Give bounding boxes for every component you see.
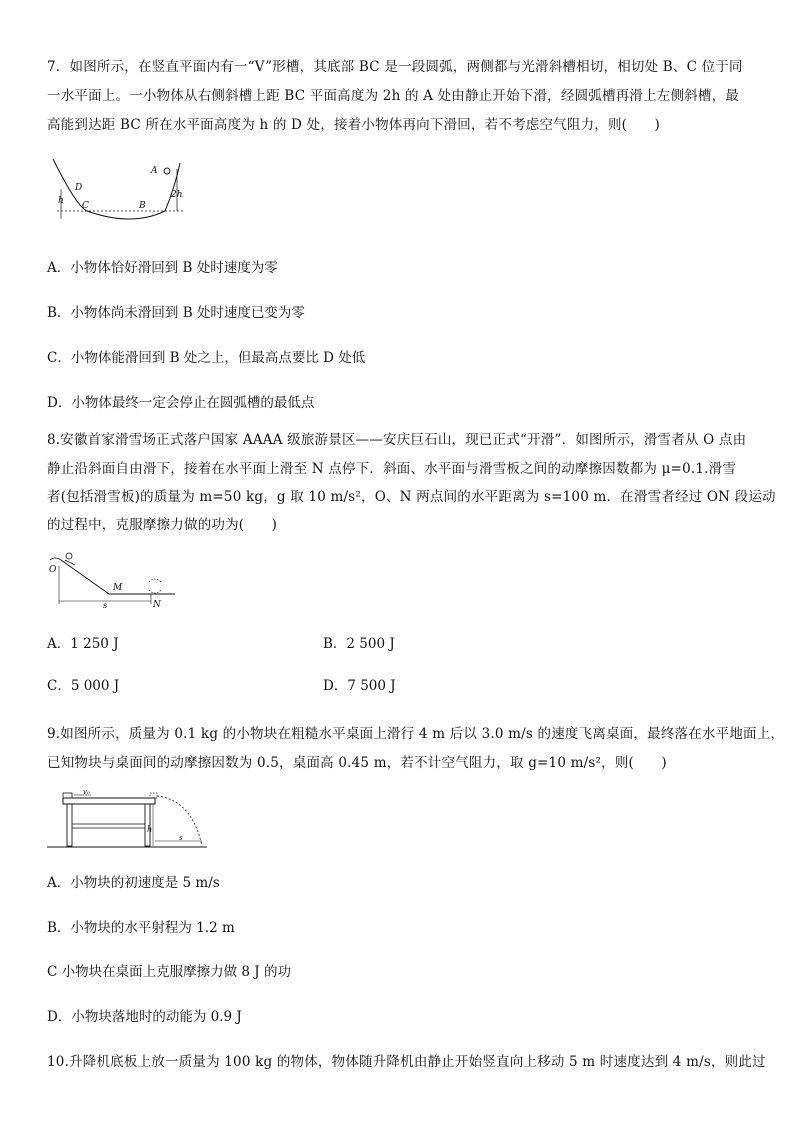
q9-line-2: 已知物块与桌面间的动摩擦因数为 0.5，桌面高 0.45 m，若不计空气阻力，取 g=10 m/s²，则( ) — [47, 755, 667, 771]
q9-table-top — [63, 798, 155, 804]
q9-table-leg-left — [67, 804, 72, 846]
q7-line-2: 一水平面上。一小物体从右侧斜槽上距 BC 平面高度为 2h 的 A 处由静止开始下滑，经圆弧槽再滑上左侧斜槽，最 — [47, 88, 739, 104]
q8-line-2: 静止沿斜面自由滑下，接着在水平面上滑至 N 点停下．斜面、水平面与滑雪板之间的动摩擦因数都为 μ=0.1.滑雪 — [47, 461, 737, 477]
q8-label-m: M — [113, 583, 123, 593]
q9-label-h: h — [147, 825, 153, 834]
q8-line-4: 的过程中，克服摩擦力做的功为( ) — [47, 517, 278, 533]
q7-v-groove-figure — [47, 157, 197, 227]
q8-ski-slope-figure — [47, 552, 182, 610]
q7-label-a: A — [151, 166, 158, 176]
q8-label-n: N — [153, 600, 161, 610]
q7-small-object — [164, 168, 170, 174]
q9-label-v0: v₀ — [83, 790, 90, 796]
q7-groove-curve — [53, 159, 180, 219]
q9-label-s: s — [179, 834, 183, 842]
q9-option-a: A．小物块的初速度是 5 m/s — [47, 875, 220, 891]
q7-label-2h: 2h — [171, 190, 183, 200]
q9-option-b: B．小物块的水平射程为 1.2 m — [47, 920, 235, 936]
q7-line-1: 7．如图所示，在竖直平面内有一“V”形槽，其底部 BC 是一段圆弧，两侧都与光滑斜槽相切，相切处 B、C 位于同 — [47, 59, 743, 75]
q8-label-o: O — [49, 565, 57, 575]
q9-option-d: D．小物块落地时的动能为 0.9 J — [47, 1009, 242, 1025]
q9-block-start — [63, 793, 72, 798]
q7-label-h: h — [58, 196, 64, 206]
q7-label-c: C — [82, 201, 89, 211]
q7-label-d: D — [75, 183, 83, 193]
q8-option-b: B．2 500 J — [323, 636, 395, 652]
q9-line-1: 9.如图所示，质量为 0.1 kg 的小物块在粗糙水平桌面上滑行 4 m 后以 3.0 m/s 的速度飞离桌面，最终落在水平地面上， — [47, 726, 785, 742]
q8-line-3: 者(包括滑雪板)的质量为 m=50 kg，g 取 10 m/s²，O、N 两点间的水平距离为 s=100 m．在滑雪者经过 ON 段运动 — [47, 489, 776, 505]
q9-table-figure — [47, 790, 212, 852]
q9-block-edge — [150, 793, 157, 798]
q8-line-1: 8.安徽首家滑雪场正式落户国家 AAAA 级旅游景区——安庆巨石山，现已正式“开滑”．如图所示，滑雪者从 O 点由 — [47, 432, 747, 448]
q8-stopped-skier-icon — [149, 579, 161, 593]
q8-slope-top — [50, 558, 61, 560]
q7-line-3: 高能到达距 BC 所在水平面高度为 h 的 D 处，接着小物体再向下滑回，若不考虑空气阻力，则( ) — [47, 117, 660, 133]
q8-option-d: D．7 500 J — [323, 678, 396, 694]
q7-option-d: D．小物体最终一定会停止在圆弧槽的最低点 — [47, 395, 315, 411]
q8-slope-line — [61, 560, 109, 594]
q8-option-c: C．5 000 J — [47, 678, 120, 694]
q7-option-a: A．小物体恰好滑回到 B 处时速度为零 — [47, 260, 278, 276]
q9-option-c: C 小物块在桌面上克服摩擦力做 8 J 的功 — [47, 964, 291, 980]
q8-label-s: s — [103, 601, 108, 610]
q10-line-1: 10.升降机底板上放一质量为 100 kg 的物体，物体随升降机由静止开始竖直向上移动 5 m 时速度达到 4 m/s，则此过 — [47, 1054, 766, 1070]
q7-label-b: B — [139, 201, 146, 211]
q7-option-c: C．小物体能滑回到 B 处之上，但最高点要比 D 处低 — [47, 350, 366, 366]
q7-option-b: B．小物体尚未滑回到 B 处时速度已变为零 — [47, 305, 305, 321]
q8-option-a: A．1 250 J — [47, 636, 119, 652]
q8-skier-icon — [66, 553, 72, 559]
